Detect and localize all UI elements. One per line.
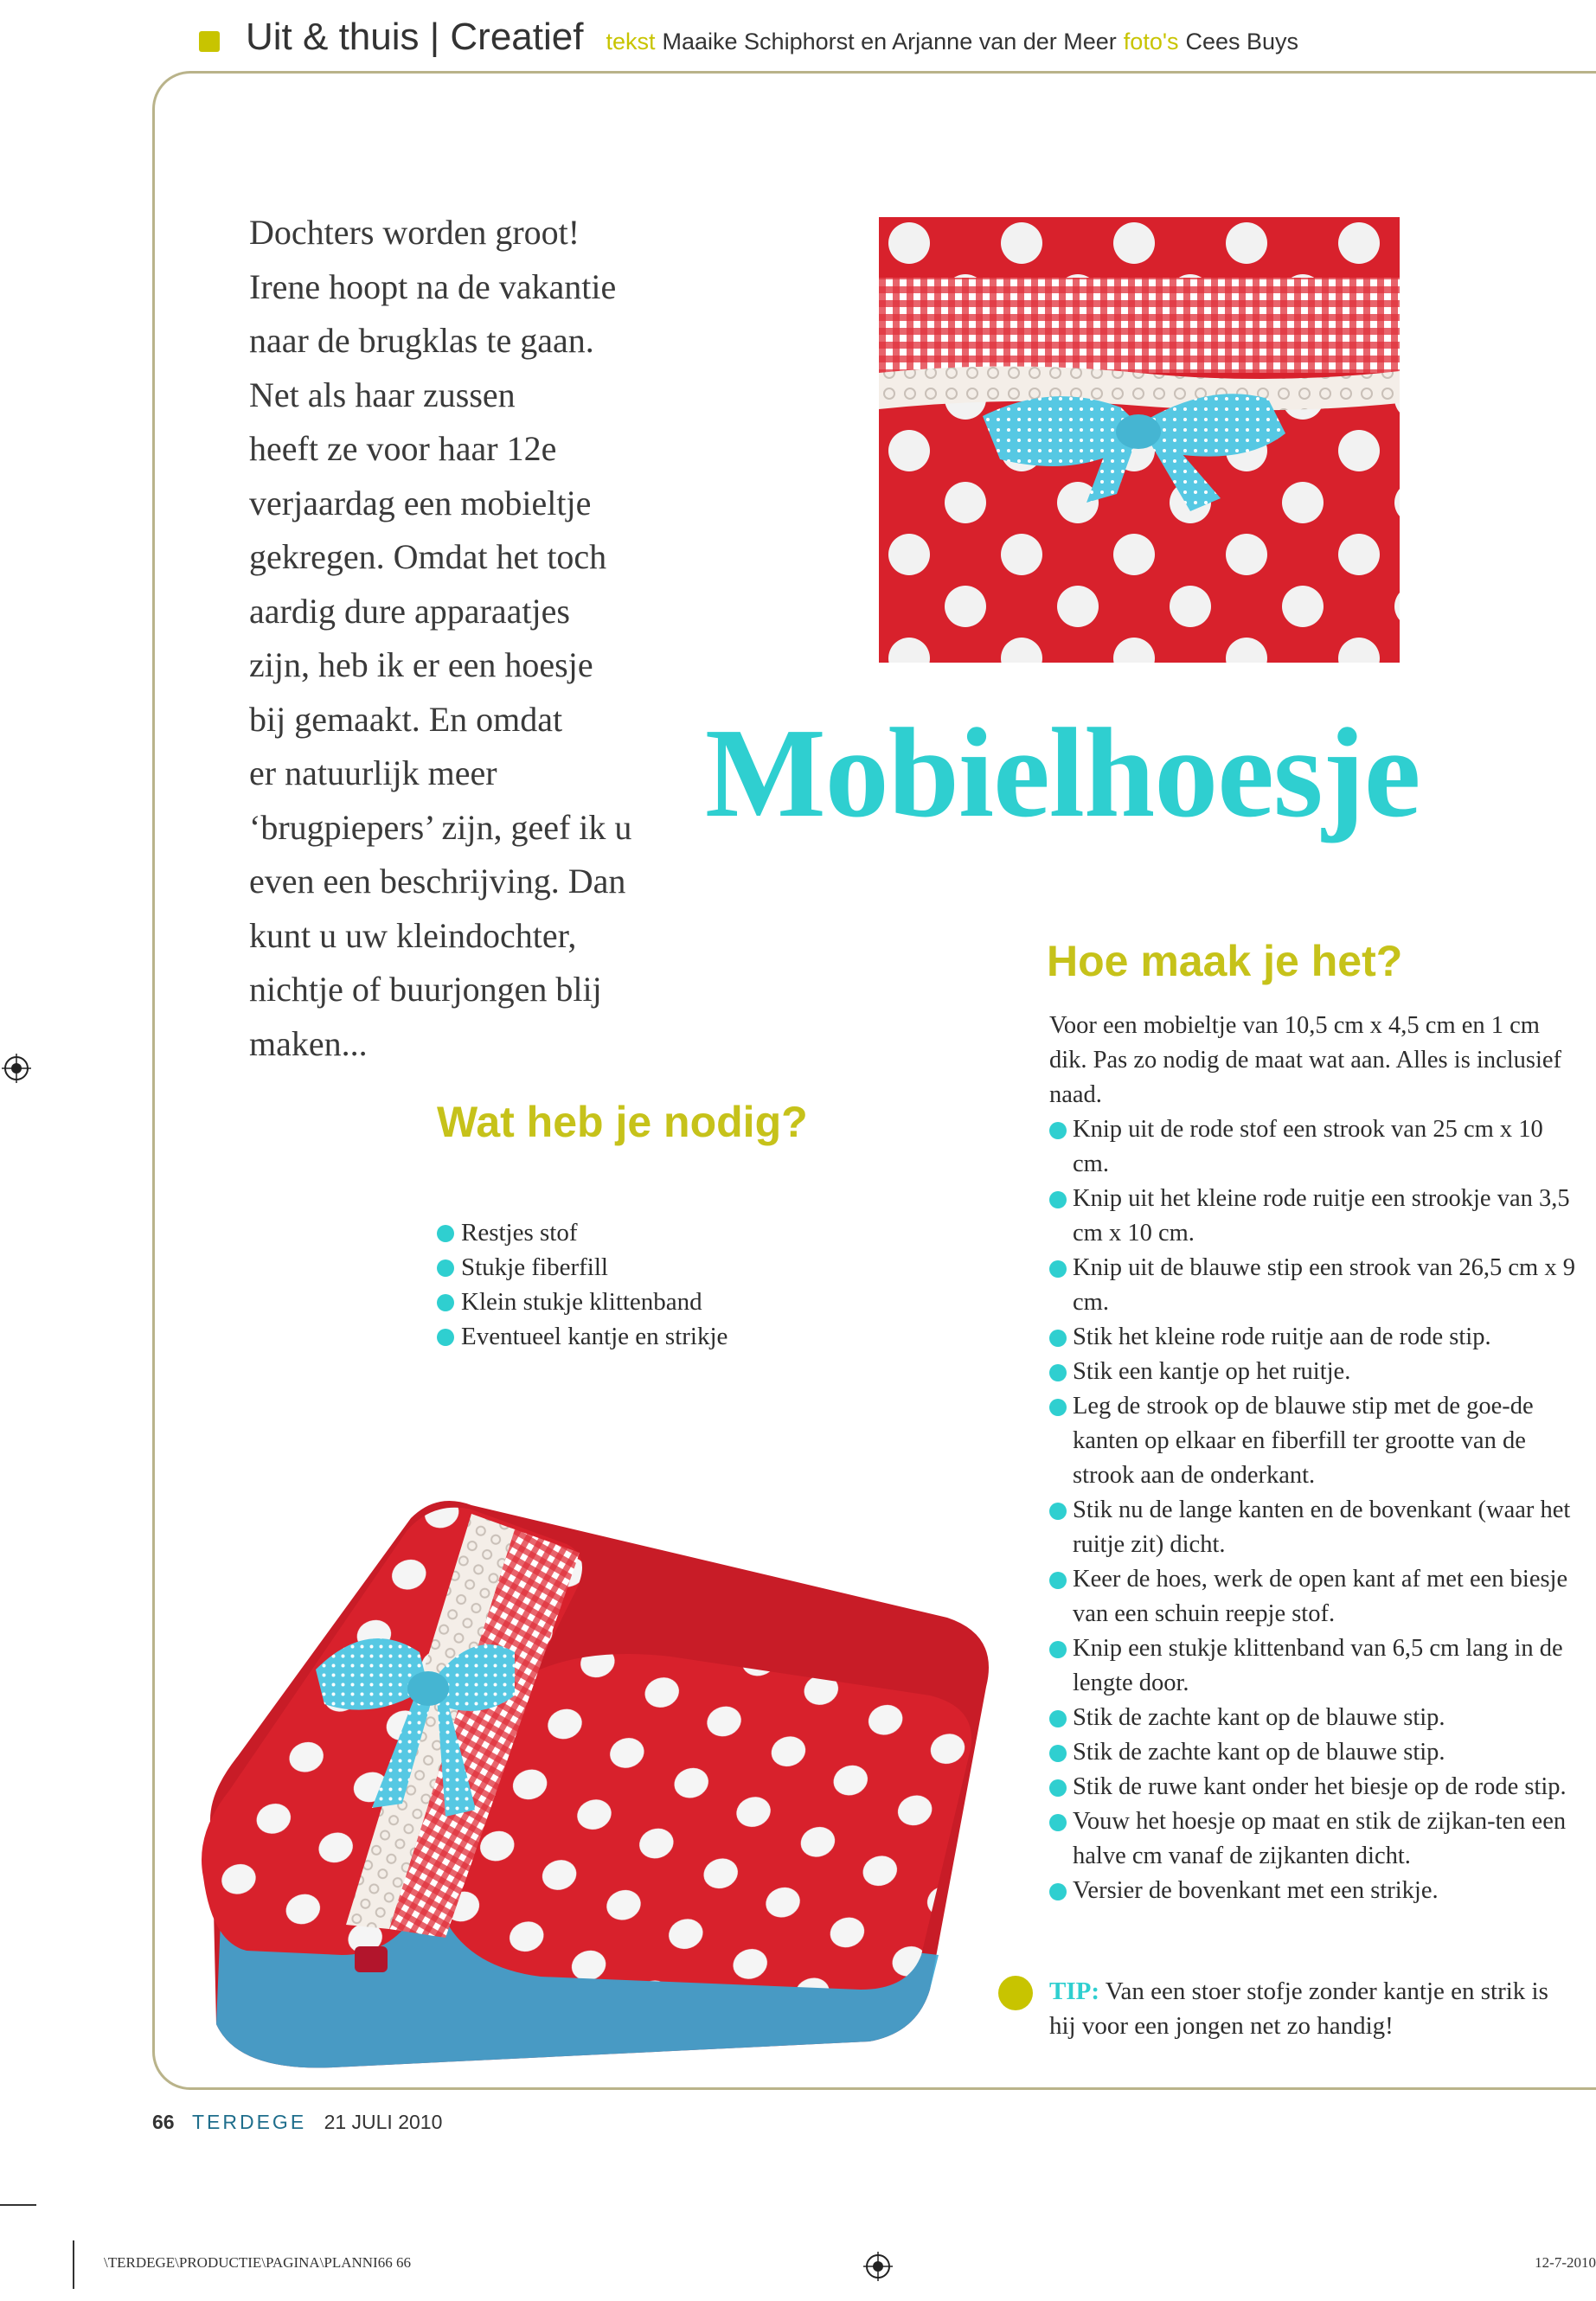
- tip-box: [1049, 1974, 1568, 2043]
- intro-line: verjaardag een mobieltje: [249, 483, 592, 522]
- square-bullet-icon: [199, 31, 220, 52]
- credit-label-text: tekst: [606, 29, 656, 54]
- magazine-name: TERDEGE: [191, 2111, 307, 2133]
- intro-line: heeft ze voor haar 12e: [249, 429, 557, 468]
- howto-intro: Voor een mobieltje van 10,5 cm x 4,5 cm en 1 cm dik. Pas zo nodig de maat wat aan. Alles is inclusief naad.: [1049, 1012, 1562, 1108]
- needs-list: [437, 1215, 727, 1354]
- intro-line: Irene hoopt na de vakantie: [249, 266, 617, 306]
- step-item: Vouw het hoesje op maat en stik de zijkan-ten een halve cm vanaf de zijkanten dicht.: [1049, 1804, 1581, 1874]
- crop-mark: [0, 2204, 36, 2206]
- list-item: Eventueel kantje en strikje: [437, 1319, 727, 1354]
- step-item: Knip uit het kleine rode ruitje een strookje van 3,5 cm x 10 cm.: [1049, 1182, 1581, 1251]
- intro-line: bij gemaakt. En omdat: [249, 699, 563, 739]
- page-header: [199, 16, 1298, 67]
- step-item: Stik de zachte kant op de blauwe stip.: [1049, 1701, 1581, 1735]
- step-item: Stik de ruwe kant onder het biesje op de rode stip.: [1049, 1770, 1581, 1804]
- tip-text: Van een stoer stofje zonder kantje en strik is hij voor een jongen net zo handig!: [1049, 1977, 1548, 2040]
- intro-line: aardig dure apparaatjes: [249, 591, 570, 631]
- registration-mark-icon: [863, 2252, 893, 2281]
- step-item: Keer de hoes, werk de open kant af met een biesje van een schuin reepje stof.: [1049, 1562, 1581, 1631]
- intro-line: Net als haar zussen: [249, 375, 516, 414]
- list-item: Stukje fiberfill: [437, 1250, 727, 1285]
- intro-line: Dochters worden groot!: [249, 213, 580, 252]
- step-item: Knip een stukje klittenband van 6,5 cm lang in de lengte door.: [1049, 1631, 1581, 1701]
- step-item: Knip uit de rode stof een strook van 25 cm x 10 cm.: [1049, 1112, 1581, 1182]
- step-item: Stik nu de lange kanten en de bovenkant (waar het ruitje zit) dicht.: [1049, 1493, 1581, 1562]
- list-item: Restjes stof: [437, 1215, 727, 1250]
- slug-path: \TERDEGE\PRODUCTIE\PAGINA\PLANNI66 66: [104, 2254, 411, 2271]
- registration-mark-icon: [2, 1054, 31, 1083]
- credit-label-photo: foto's: [1123, 29, 1179, 54]
- intro-line: even een beschrijving. Dan: [249, 862, 626, 901]
- section-title: Uit & thuis | Creatief: [246, 16, 584, 58]
- step-item: Stik de zachte kant op de blauwe stip.: [1049, 1735, 1581, 1770]
- article-title: Mobielhoesje: [705, 702, 1420, 844]
- step-item: Knip uit de blauwe stip een strook van 26,5 cm x 9 cm.: [1049, 1251, 1581, 1320]
- list-item: Klein stukje klittenband: [437, 1285, 727, 1319]
- issue-date: 21 JULI 2010: [324, 2111, 443, 2133]
- intro-line: naar de brugklas te gaan.: [249, 321, 594, 360]
- intro-line: gekregen. Omdat het toch: [249, 537, 607, 576]
- intro-line: er natuurlijk meer: [249, 753, 497, 792]
- intro-line: nichtje of buurjongen blij: [249, 970, 602, 1009]
- step-item: Stik een kantje op het ruitje.: [1049, 1355, 1581, 1389]
- tip-label: TIP:: [1049, 1977, 1099, 2005]
- intro-line: ‘brugpiepers’ zijn, geef ik u: [249, 807, 632, 847]
- phone-pouch-photo: [186, 1471, 1016, 2076]
- intro-line: maken...: [249, 1023, 368, 1063]
- step-item: Versier de bovenkant met een strikje.: [1049, 1874, 1581, 1908]
- credit-photographer: Cees Buys: [1185, 29, 1299, 54]
- step-item: Leg de strook op de blauwe stip met de goe-de kanten op elkaar en fiberfill ter grootte van de strook aan de onderkant.: [1049, 1389, 1581, 1493]
- credit-text-authors: Maaike Schiphorst en Arjanne van der Meer: [662, 29, 1117, 54]
- fabric-detail-photo: [879, 217, 1400, 663]
- steps-list: [1049, 1112, 1581, 1908]
- slug-date: 12-7-2010: [1535, 2254, 1596, 2271]
- step-item: Stik het kleine rode ruitje aan de rode stip.: [1049, 1320, 1581, 1355]
- crop-mark: [73, 2240, 74, 2289]
- intro-line: kunt u uw kleindochter,: [249, 915, 577, 955]
- howto-heading: Hoe maak je het?: [1047, 937, 1403, 985]
- intro-line: zijn, heb ik er een hoesje: [249, 645, 593, 684]
- needs-heading: Wat heb je nodig?: [437, 1098, 808, 1146]
- page-folio: [152, 2111, 442, 2134]
- intro-text: [249, 206, 682, 1071]
- page-number: 66: [152, 2111, 175, 2133]
